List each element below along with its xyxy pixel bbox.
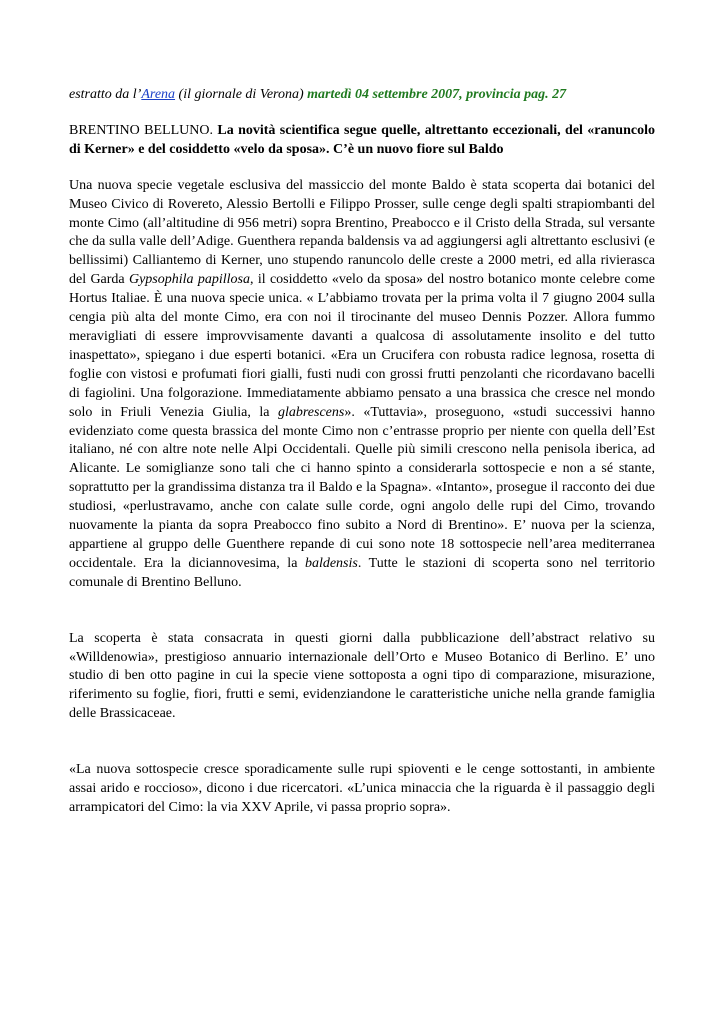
species-baldensis: baldensis bbox=[304, 555, 358, 571]
article bbox=[69, 86, 655, 818]
paragraph-1-part-1: Una nuova specie vegetale esclusiva del massiccio del monte Baldo è stata scoperta dai botanici del Museo Civico di Rovereto, Alessio Bertolli e Filippo Prosser, sulle cenge degli spalti strapiombanti del monte Cimo (all’altitudine di 956 metri) sopra Brentino, Preabocco e il Cristo della Strada, sul versante che da sulla valle dell’Adige. Guenthera repanda baldensis va ad aggiungersi agli altrettanto esclusivi (e bellissimi) Calliantemo di Kerner, uno stupendo ranuncolo delle creste a 2000 metri, ed alla rivierasca del Garda bbox=[69, 177, 655, 288]
paragraph-1-part-3: ». «Tuttavia», proseguono, «studi successivi hanno evidenziato come questa brassica del monte Cimo non c’entrasse proprio per niente con quella dell’Est italiano, né con altre note nelle Alpi Occidentali. Quelle più simili crescono nella penisola iberica, ad Alicante. Le somiglianze sono tali che ci hanno spinto a considerarla sottospecie e non a sé stante, soprattutto per la grandissima distanza tra il Baldo e la Spagna». «Intanto», prosegue il racconto dei due studiosi, «perlustravamo, anche con calate sulle corde, ogni angolo delle rupi del Cimo, trovando nuovamente la pianta da sopra Preabocco fino subito a Nord di Brentino». E’ nuova per la scienza, appartiene al gruppo delle Guenthere repande di cui sono note 18 sottospecie nell’area mediterranea occidentale. Era la diciannovesima, la bbox=[69, 404, 655, 571]
paragraph-1 bbox=[69, 177, 655, 593]
source-date: martedì 04 settembre 2007, provincia pag. 27 bbox=[307, 87, 567, 102]
headline-place: BRENTINO BELLUNO. bbox=[69, 122, 218, 138]
headline-text: La novità scientifica segue quelle, altrettanto eccezionali, del «ranuncolo di Kerner» e del cosiddetto «velo da sposa». C’è un nuovo fiore sul Baldo bbox=[69, 122, 655, 157]
headline bbox=[69, 122, 655, 160]
source-line bbox=[69, 86, 655, 105]
paragraph-1-part-2: , il cosiddetto «velo da sposa» del nostro botanico monte celebre come Hortus Italiae. È una nuova specie unica. « L’abbiamo trovata per la prima volta il 7 giugno 2004 sulla cengia più alta del monte Cimo, era con noi il tirocinante del museo Dennis Pozzer. Allora fummo meravigliati di essere improvvisamente davanti a qualcosa di assolutamente insolito e del tutto inaspettato», spiegano i due esperti botanici. «Era un Crucifera con robusta radice legnosa, rosetta di foglie con vistosi e profumati fiori gialli, fusti nudi con grossi frutti penzolanti che ricordavano bacelli di fagiolini. Una folgorazione. Immediatamente abbiamo pensato a una brassica che cresce nel mondo solo in Friuli Venezia Giulia, la bbox=[69, 272, 656, 420]
spacer bbox=[69, 724, 655, 761]
source-prefix: estratto da l’ bbox=[69, 87, 142, 102]
paragraph-2: La scoperta è stata consacrata in questi giorni dalla pubblicazione dell’abstract relativo su «Willdenowia», prestigioso annuario internazionale dell’Orto e Museo Botanico di Berlino. E’ uno studio di ben otto pagine in cui la specie viene sottoposta a ogni tipo di comparazione, misurazione, riferimento su foglie, fiori, frutti e semi, evidenziandone le caratteristiche uniche nella grande famiglia delle Brassicaceae. bbox=[69, 630, 655, 722]
arena-link[interactable]: Arena bbox=[141, 87, 176, 102]
paragraph-3: «La nuova sottospecie cresce sporadicamente sulle rupi spioventi e le cenge sottostanti, in ambiente assai arido e roccioso», dicono i due ricercatori. «L’unica minaccia che la riguarda è il passaggio degli arrampicatori del Cimo: la via XXV Aprile, vi passa proprio sopra». bbox=[69, 762, 655, 815]
spacer bbox=[69, 593, 655, 630]
species-glabrescens: glabrescens bbox=[277, 404, 345, 420]
species-gypsophila: Gypsophila papillosa bbox=[128, 272, 250, 288]
paragraph-1-part-4: . Tutte le stazioni di scoperta sono nel territorio comunale di Brentino Belluno. bbox=[69, 555, 655, 590]
source-paper: (il giornale di Verona) bbox=[175, 87, 308, 102]
